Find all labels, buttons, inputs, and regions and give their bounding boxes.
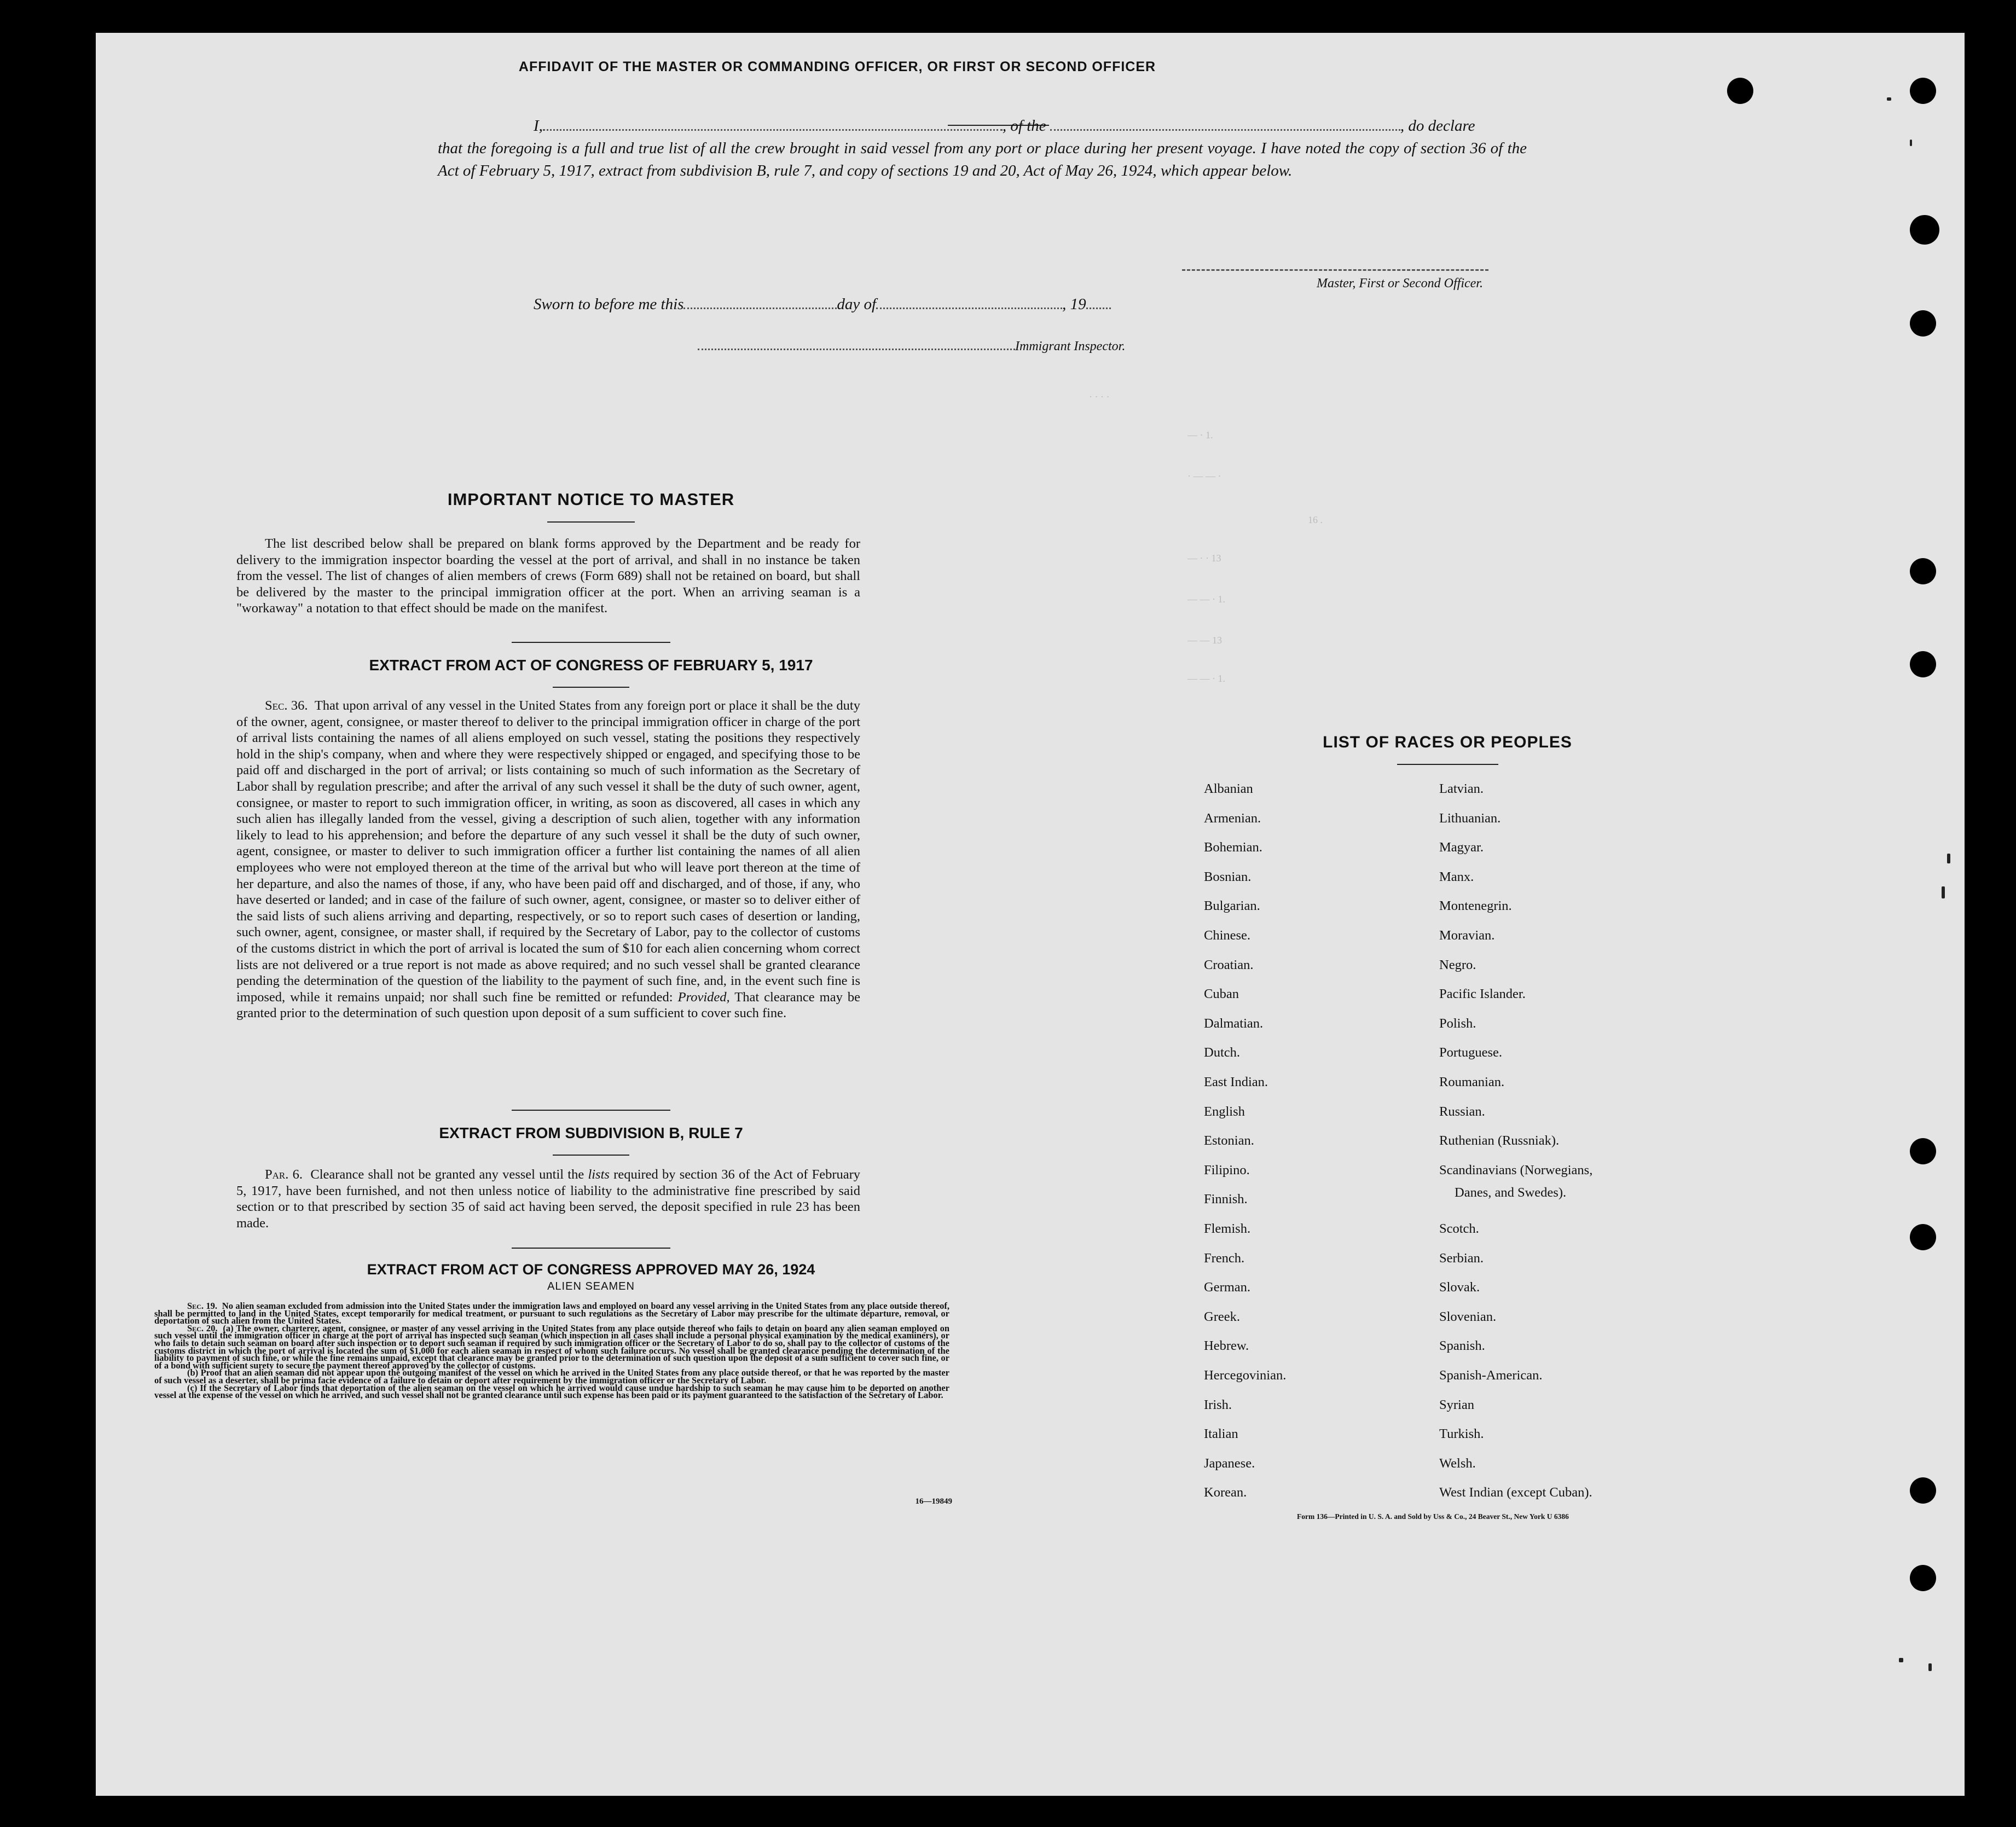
show-through-mark: — — · 1. xyxy=(1187,594,1225,605)
section-divider xyxy=(512,642,670,643)
race-item: Dutch. xyxy=(1204,1045,1240,1060)
form-number: 16—19849 xyxy=(915,1497,952,1506)
race-item: Croatian. xyxy=(1204,957,1254,972)
extract-rule7-title: EXTRACT FROM SUBDIVISION B, RULE 7 xyxy=(439,1124,743,1141)
show-through-mark: — · · 13 xyxy=(1187,553,1221,564)
section-20b: (b) Proof that an alien seaman did not appear upon the outgoing manifest of the vessel on which he arrived in the United States from any place outside thereof, or that he was reported by the master of such vessel as a deserter, shall be prima facie evidence of a failure to detain or deport after requirement by the immigration officer or the Secretary of Labor. xyxy=(154,1367,949,1385)
sections-19-20-text xyxy=(154,1302,949,1399)
section-divider xyxy=(512,1110,670,1111)
sworn-label: Sworn to before me this xyxy=(534,295,684,313)
year-blank-field[interactable] xyxy=(1086,307,1111,309)
extract-rule7-rule xyxy=(553,1155,629,1156)
show-through-mark: · · · · xyxy=(1089,391,1110,402)
section-20-label: Sec. 20. xyxy=(187,1323,218,1333)
notice-rule xyxy=(547,521,635,523)
ink-speck xyxy=(1899,1658,1903,1662)
section-19 xyxy=(154,1302,949,1325)
ink-speck xyxy=(1947,854,1950,863)
paragraph-6-label: Par. 6. xyxy=(265,1167,303,1182)
signature-blank-field[interactable] xyxy=(1182,269,1488,271)
race-item: French. xyxy=(1204,1250,1245,1266)
notice-title: IMPORTANT NOTICE TO MASTER xyxy=(447,490,735,509)
do-declare-label: , do declare xyxy=(1400,117,1475,135)
race-item: Bulgarian. xyxy=(1204,898,1260,914)
race-item: Dalmatian. xyxy=(1204,1016,1264,1031)
section-36-body: That upon arrival of any vessel in the United States from any foreign port or place it shall be the duty of the owner, agent, consignee, or master thereof to deliver to the principal immigration officer in charge of the port of arrival lists containing the names of all aliens employed on such vessel, stating the positions they respectively hold in the ship's company, when and where they were respectively shipped or engaged, and specifying those to be paid off and discharged in the port of arrival; or lists containing so much of such information as the Secretary of Labor shall by regulation prescribe; and after the arrival of any such vessel it shall be the duty of such owner, agent, consignee, or master to report to such immigration officer, in writing, as soon as discovered, all cases in which any such alien has illegally landed from the vessel, giving a description of such alien, together with any information likely to lead to his apprehension; and before the departure of any such vessel it shall be the duty of such owner, agent, consignee, or master to deliver to such immigration officer a further list containing the names of all alien employees who were not employed thereon at the time of the arrival but who will leave port thereon at the time of her departure, and also the names of those, if any, who have been paid off and discharged, and of those, if any, who have deserted or landed; and in case of the failure of such owner, agent, consignee, or master so to deliver either of the said lists of such aliens arriving and departing, respectively, or so to report such cases of desertion or landing, such owner, agent, consignee, or master shall, if required by the Secretary of Labor, pay to the collector of customs of the customs district in which the port of arrival is located the sum of $10 for each alien concerning whom correct lists are not delivered or a true report is not made as above required; and no such vessel shall be granted clearance pending the determination of the question of the liability to the payment of such fine, and, in the event such fine is imposed, while it remains unpaid; nor shall such fine be remitted or refunded: xyxy=(236,698,860,1005)
race-item: Italian xyxy=(1204,1426,1238,1442)
section-19-label: Sec. 19. xyxy=(187,1301,217,1311)
alien-seamen-subtitle: ALIEN SEAMEN xyxy=(547,1280,635,1292)
i-label: I, xyxy=(534,117,543,135)
section-36-body-end: That clearance may be granted prior to the determination of such question upon deposit of a sum sufficient to cover such fine. xyxy=(236,989,860,1021)
extract-1917-title: EXTRACT FROM ACT OF CONGRESS OF FEBRUARY 5, 1917 xyxy=(369,657,813,674)
section-20a xyxy=(154,1325,949,1370)
race-item: Negro. xyxy=(1439,957,1476,972)
punch-hole xyxy=(1727,78,1753,104)
punch-hole xyxy=(1910,1224,1936,1250)
day-blank-field[interactable] xyxy=(683,307,837,309)
punch-hole xyxy=(1910,310,1936,337)
race-item: Spanish-American. xyxy=(1439,1368,1543,1383)
ink-speck xyxy=(1910,140,1912,146)
extract-1917-rule xyxy=(553,687,629,688)
race-item: Lithuanian. xyxy=(1439,810,1501,826)
race-item: Syrian xyxy=(1439,1397,1474,1412)
show-through-mark: · — — · xyxy=(1187,471,1221,482)
race-item: Hebrew. xyxy=(1204,1338,1249,1354)
punch-hole xyxy=(1910,1565,1936,1591)
race-item: Roumanian. xyxy=(1439,1075,1505,1089)
race-item: Greek. xyxy=(1204,1309,1240,1324)
provided-word: Provided, xyxy=(677,989,730,1005)
race-item: Chinese. xyxy=(1204,928,1251,943)
month-blank-field[interactable] xyxy=(876,307,1062,309)
race-item: German. xyxy=(1204,1280,1251,1295)
section-36-text xyxy=(236,698,860,1022)
race-item: Cuban xyxy=(1204,987,1239,1002)
race-item: Polish. xyxy=(1439,1016,1476,1031)
day-of-label: day of xyxy=(837,295,877,313)
section-20c: (c) If the Secretary of Labor finds that deportation of the alien seaman on the vessel on which he arrived would cause undue hardship to such seaman he may cause him to be deported on another vessel at the expense of the vessel on which he arrived, and such vessel shall not be granted clearance until such expense has been paid or its payment guaranteed to the satisfaction of the Secretary of Labor. xyxy=(154,1382,949,1401)
race-item: Pacific Islander. xyxy=(1439,987,1526,1002)
races-rule xyxy=(1397,764,1498,765)
paragraph-6-body-b: required by section 36 of the Act of February 5, 1917, have been furnished, and not then unless notice of liability to the administrative fine prescribed by said section or to that prescribed by section 35 of said act having been served, the deposit specified in rule 23 has been made. xyxy=(236,1167,861,1231)
section-19-body: No alien seaman excluded from admission into the United States under the immigration laws and employed on board any vessel arriving in the United States from any place outside thereof, shall be permitted to land in the United States, except temporarily for medical treatment, or pursuant to such regulations as the Secretary of Labor may prescribe for the ultimate departure, removal, or deportation of such alien from the United States. xyxy=(154,1301,950,1326)
inspector-blank-field[interactable] xyxy=(698,348,1015,350)
inspector-line xyxy=(698,339,1245,354)
race-item: Irish. xyxy=(1204,1397,1232,1412)
race-item: Scotch. xyxy=(1439,1221,1479,1236)
race-item: Russian. xyxy=(1439,1104,1485,1119)
paragraph-6-body-a: Clearance shall not be granted any vessel until the xyxy=(310,1167,584,1182)
of-the-label: , of the xyxy=(1002,117,1046,135)
printer-line: Form 136—Printed in U. S. A. and Sold by Uss & Co., 24 Beaver St., New York U 6386 xyxy=(1297,1512,1569,1521)
notice-body: The list described below shall be prepared on blank forms approved by the Department and be ready for delivery to the immigration inspector boarding the vessel at the port of arrival, and shall in no instance be taken from the vessel. The list of changes of alien members of crews (Form 689) shall not be retained on board, but shall be delivered by the master to the principal immigration officer at the port. When an arriving seaman is a "workaway" a notation to that effect should be made on the manifest. xyxy=(236,536,860,616)
race-item: Magyar. xyxy=(1439,840,1484,855)
punch-hole xyxy=(1910,1138,1936,1164)
race-item: Slovenian. xyxy=(1439,1309,1497,1324)
section-20a-body: (a) The owner, charterer, agent, consignee, or master of any vessel arriving in the United States from any place outside thereof who fails to detain on board any alien seaman employed on such vessel until the immigration officer in charge at the port of arrival has inspected such seaman (which inspection in all cases shall include a personal physical examination by the medical examiners), or who fails to detain such seaman on board after such inspection or to deport such seaman if required by such immigration officer or the Secretary of Labor to do so, shall pay to the collector of customs of the customs district in which the port of arrival is located the sum of $1,000 for each alien seaman in respect of whom such failure occurs. No vessel shall be granted clearance pending the determination of the liability to payment of such fine, or while the fine remains unpaid, except that clearance may be granted prior to the determination of such question upon the deposit of a sum sufficient to cover such fine, or of a bond with sufficient surety to secure the payment thereof approved by the collector of customs. xyxy=(154,1323,949,1371)
race-item: Ruthenian (Russniak). xyxy=(1439,1133,1560,1149)
race-item: Turkish. xyxy=(1439,1426,1484,1442)
signature-label: Master, First or Second Officer. xyxy=(1317,276,1483,291)
sworn-line xyxy=(534,295,1245,314)
ink-speck xyxy=(1887,97,1891,101)
declaration-first-line xyxy=(438,115,1527,137)
race-item: Welsh. xyxy=(1439,1455,1476,1471)
section-divider xyxy=(512,1248,670,1249)
race-item: Korean. xyxy=(1204,1485,1247,1500)
race-item: Slovak. xyxy=(1439,1280,1480,1295)
show-through-mark: 16 . xyxy=(1308,514,1323,525)
race-item: Finnish. xyxy=(1204,1192,1248,1207)
race-item: East Indian. xyxy=(1204,1075,1268,1089)
show-through-mark: — — · 1. xyxy=(1187,673,1225,684)
affidavit-title: AFFIDAVIT OF THE MASTER OR COMMANDING OFFICER, OR FIRST OR SECOND OFFICER xyxy=(518,59,1156,74)
ink-speck xyxy=(1928,1663,1932,1671)
race-right-continuation: Danes, and Swedes). xyxy=(1455,1185,1567,1200)
punch-hole xyxy=(1910,215,1939,245)
race-item: Japanese. xyxy=(1204,1455,1255,1471)
race-item: Montenegrin. xyxy=(1439,898,1512,914)
race-item: Albanian xyxy=(1204,781,1253,796)
paragraph-6-text xyxy=(236,1167,860,1231)
race-item: Armenian. xyxy=(1204,810,1261,826)
lists-word: lists xyxy=(588,1167,610,1182)
show-through-mark: — · 1. xyxy=(1187,430,1213,440)
race-item: Hercegovinian. xyxy=(1204,1368,1287,1383)
race-item: Moravian. xyxy=(1439,928,1495,943)
race-item: Spanish. xyxy=(1439,1338,1485,1354)
punch-hole xyxy=(1910,1477,1936,1504)
races-title: LIST OF RACES OR PEOPLES xyxy=(1323,733,1572,751)
ink-speck xyxy=(1942,886,1945,898)
declaration-block xyxy=(438,115,1527,182)
race-item: Scandinavians (Norwegians, xyxy=(1439,1162,1593,1178)
year-label: , 19 xyxy=(1062,295,1086,313)
race-item: English xyxy=(1204,1104,1245,1119)
race-item: Estonian. xyxy=(1204,1133,1254,1149)
race-item: Latvian. xyxy=(1439,781,1484,796)
extract-1924-title: EXTRACT FROM ACT OF CONGRESS APPROVED MAY 26, 1924 xyxy=(367,1261,815,1278)
punch-hole xyxy=(1910,78,1936,104)
race-item: Bosnian. xyxy=(1204,869,1252,884)
race-item: Portuguese. xyxy=(1439,1045,1502,1060)
show-through-mark: — — 13 xyxy=(1187,635,1222,646)
race-item: Manx. xyxy=(1439,869,1474,884)
race-item: Serbian. xyxy=(1439,1250,1484,1266)
inspector-label: Immigrant Inspector. xyxy=(1015,339,1126,353)
punch-hole xyxy=(1910,558,1936,584)
section-36-label: Sec. 36. xyxy=(265,698,308,713)
race-item: Flemish. xyxy=(1204,1221,1251,1236)
declaration-text: that the foregoing is a full and true list of all the crew brought in said vessel from any port or place during her present voyage. I have noted the copy of section 36 of the Act of February 5, 1917, extract from subdivision B, rule 7, and copy of sections 19 and 20, Act of May 26, 1924, which appear below. xyxy=(438,140,1527,179)
race-item: Filipino. xyxy=(1204,1162,1250,1178)
vessel-blank-field[interactable] xyxy=(1050,129,1400,131)
name-blank-field[interactable] xyxy=(543,129,1003,131)
punch-hole xyxy=(1910,651,1936,677)
race-item: West Indian (except Cuban). xyxy=(1439,1485,1592,1500)
race-item: Bohemian. xyxy=(1204,840,1262,855)
